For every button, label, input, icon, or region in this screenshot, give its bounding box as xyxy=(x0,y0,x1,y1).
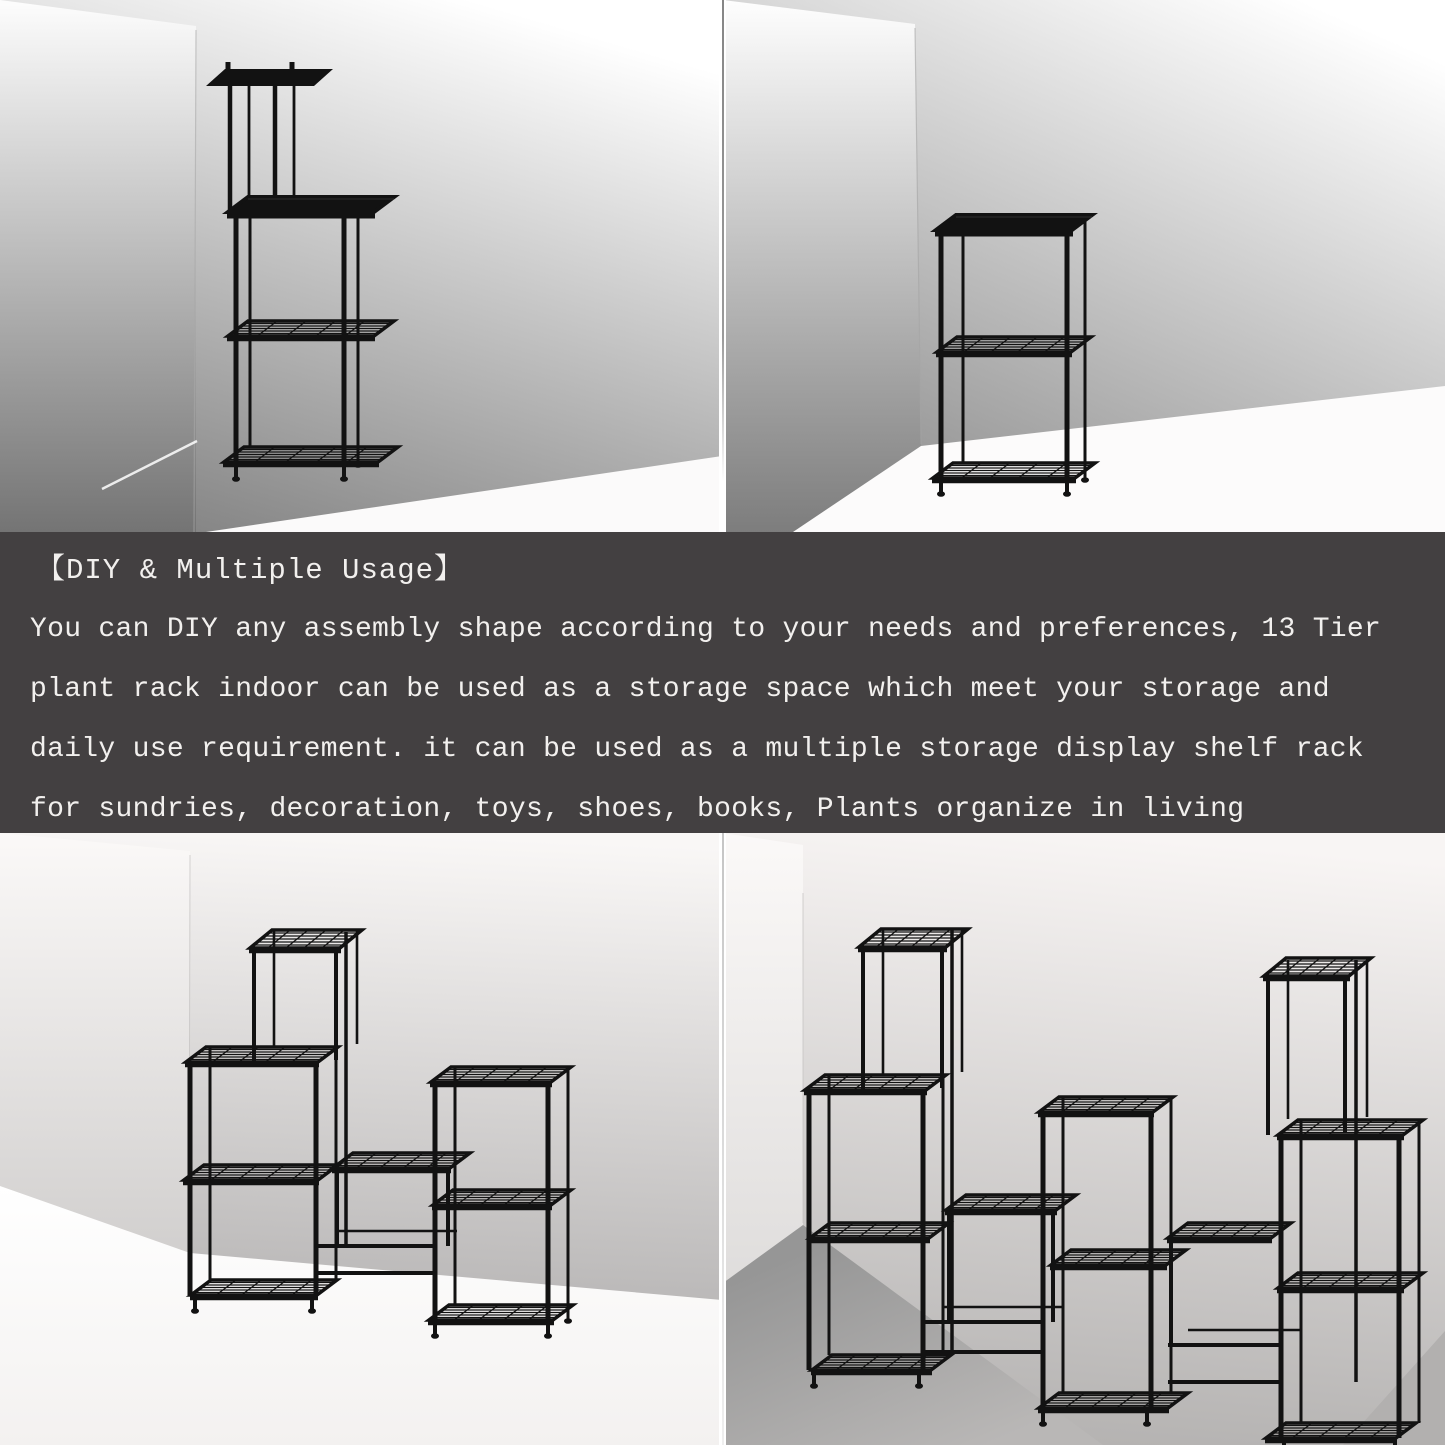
left-wall xyxy=(0,0,196,532)
banner-text-line: for sundries, decoration, toys, shoes, books, Plants organize in living xyxy=(30,794,1245,825)
product-photo-small-rack xyxy=(723,0,1445,532)
banner-body xyxy=(0,600,1445,840)
photo-divider-top xyxy=(719,0,726,532)
divider-line xyxy=(722,0,724,482)
photo-divider-bottom xyxy=(719,833,726,1445)
banner-text-line: daily use requirement. it can be used as a multiple storage display shelf rack xyxy=(30,734,1365,765)
product-photo-tall-rack xyxy=(0,0,722,532)
divider-line xyxy=(722,833,724,1445)
left-wall xyxy=(723,0,921,532)
small-rack-scene xyxy=(723,0,1445,532)
banner-text-line: You can DIY any assembly shape according to your needs and preferences, 13 Tier xyxy=(30,614,1382,645)
combo-rack-scene xyxy=(0,833,722,1445)
info-banner xyxy=(0,532,1445,833)
banner-text-line: plant rack indoor can be used as a storage space which meet your storage and xyxy=(30,674,1330,705)
tall-rack-scene xyxy=(0,0,722,532)
wide-rack-scene xyxy=(723,833,1445,1445)
product-photo-combo-rack xyxy=(0,833,722,1445)
banner-heading: 【DIY & Multiple Usage】 xyxy=(36,554,465,587)
product-photo-13-tier-rack xyxy=(723,833,1445,1445)
